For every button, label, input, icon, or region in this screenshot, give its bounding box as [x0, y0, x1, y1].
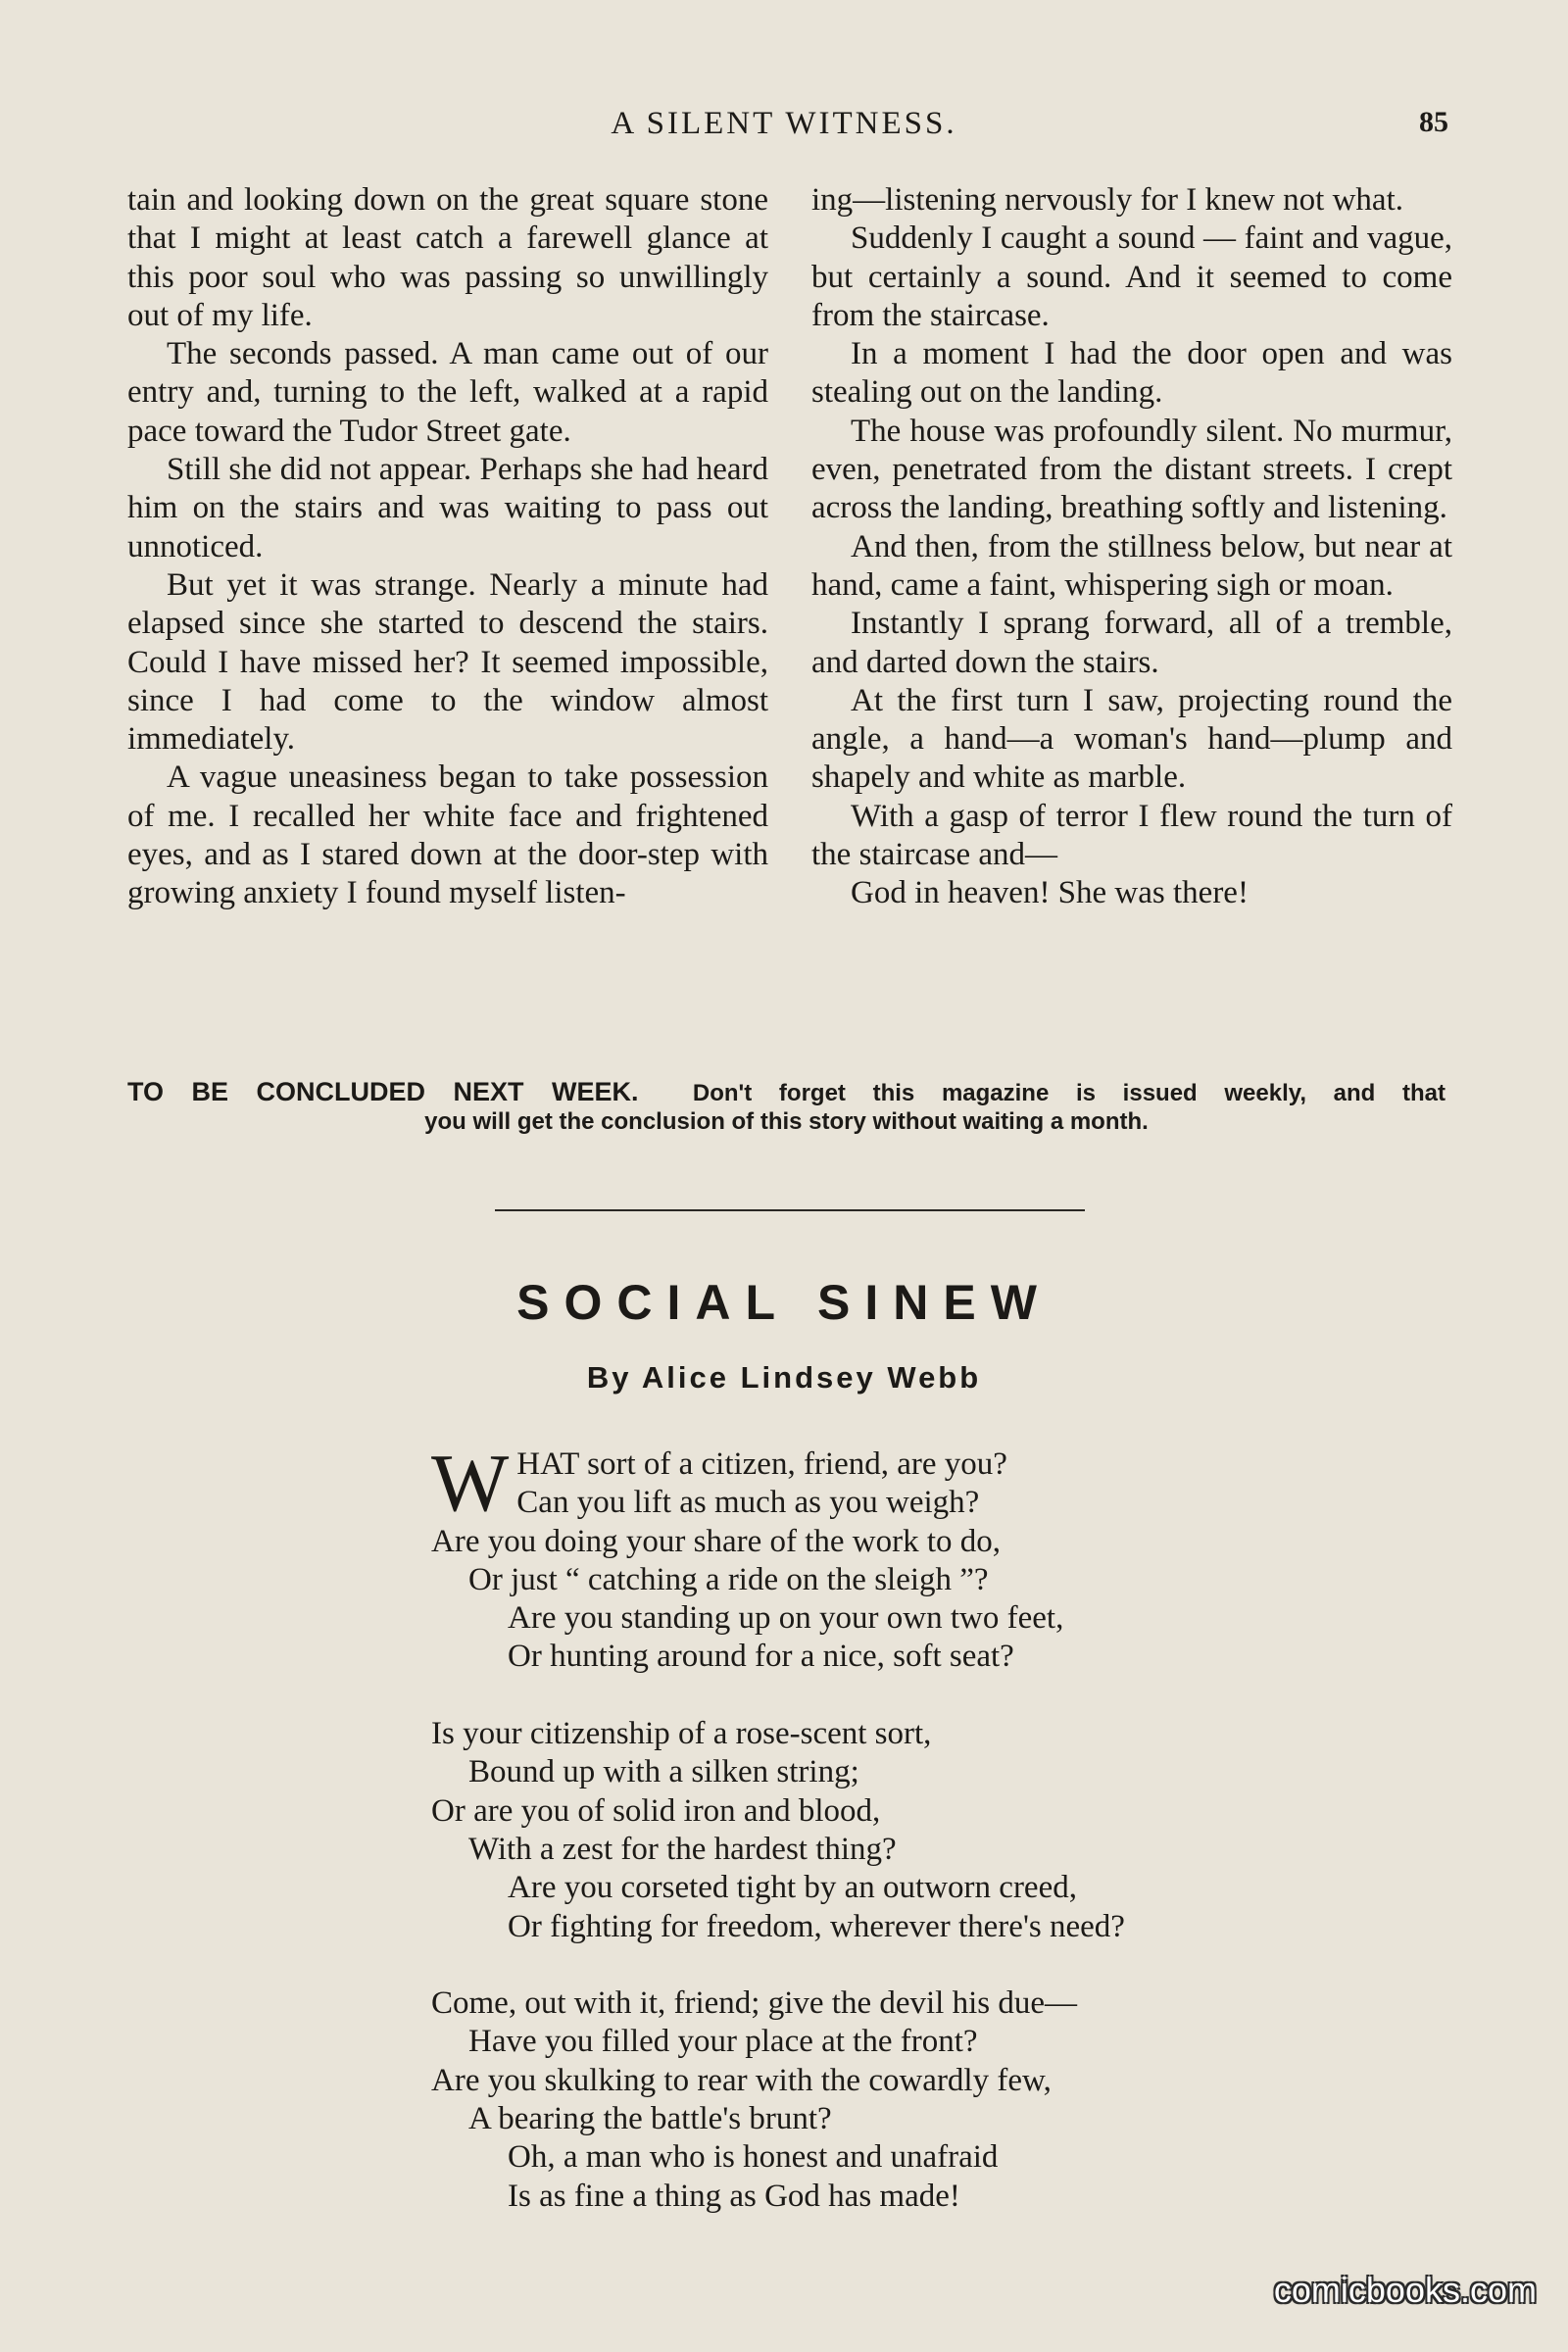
running-head [0, 106, 1568, 145]
poem-line: Or hunting around for a nice, soft seat? [508, 1639, 1014, 1675]
poem-line: Is as fine a thing as God has made! [508, 2178, 960, 2214]
story-right-column [811, 181, 1452, 913]
poem-line: Are you standing up on your own two feet, [508, 1600, 1064, 1637]
story-paragraph: tain and looking down on the great square stone that I might at least catch a farewell glance at this poor soul who was passing so unwillingly out of my life. [127, 182, 768, 333]
story-paragraph: A vague uneasiness began to take possession of me. I recalled her white face and frightened eyes, and as I stared down at the door-step with growing anxiety I found myself listen- [127, 760, 768, 911]
poem-line: Are you corseted tight by an outworn creed, [508, 1870, 1077, 1906]
poem-line: Oh, a man who is honest and unafraid [508, 2139, 999, 2176]
story-paragraph: The seconds passed. A man came out of our entry and, turning to the left, walked at a rapid pace toward the Tudor Street gate. [127, 336, 768, 449]
running-title: A SILENT WITNESS. [611, 106, 957, 141]
poem-line: Come, out with it, friend; give the devil his due— [431, 1985, 1077, 2022]
poem-title: SOCIAL SINEW [516, 1275, 1052, 1330]
poem-line: Is your citizenship of a rose-scent sort, [431, 1716, 932, 1752]
poem-line: Are you skulking to rear with the cowardly few, [431, 2062, 1052, 2098]
notice-lead: TO BE CONCLUDED NEXT WEEK. [127, 1077, 639, 1106]
section-divider [495, 1209, 1085, 1211]
notice-line-1 [127, 1078, 1446, 1107]
story-paragraph: Suddenly I caught a sound — faint and vague, but certainly a sound. And it seemed to come from the staircase. [811, 220, 1452, 333]
notice-text-2: you will get the conclusion of this story without waiting a month. [424, 1108, 1149, 1135]
poem-line: A bearing the battle's brunt? [468, 2101, 832, 2137]
poem-line-text: HAT sort of a citizen, friend, are you? [516, 1446, 1007, 1482]
poem-byline: By Alice Lindsey Webb [586, 1360, 982, 1395]
story-paragraph: ing—listening nervously for I knew not what. [811, 182, 1403, 218]
poem-stanza [431, 1438, 1313, 1677]
story-paragraph: In a moment I had the door open and was stealing out on the landing. [811, 336, 1452, 411]
poem-line: Or are you of solid iron and blood, [431, 1792, 881, 1829]
story-paragraph: God in heaven! She was there! [851, 875, 1249, 911]
poem-line: Are you doing your share of the work to do, [431, 1523, 1002, 1559]
poem-body [431, 1438, 1313, 2254]
poem-line: Bound up with a silken string; [468, 1754, 859, 1790]
poem-stanza [431, 1715, 1313, 1946]
story-paragraph: At the first turn I saw, projecting round the angle, a hand—a woman's hand—plump and shapely and white as marble. [811, 682, 1452, 796]
story-left-column [127, 181, 768, 913]
story-paragraph: But yet it was strange. Nearly a minute had elapsed since she started to descend the stairs. Could I have missed her? It seemed impossible, since I had come to the window almost immediately. [127, 566, 768, 758]
drop-cap: W [431, 1438, 510, 1529]
watermark: comicbooks.com [1273, 2270, 1537, 2310]
story-paragraph: With a gasp of terror I flew round the turn of the staircase and— [811, 798, 1452, 873]
story-paragraph: Instantly I sprang forward, all of a tremble, and darted down the stairs. [811, 606, 1452, 680]
story-paragraph: Still she did not appear. Perhaps she had heard him on the stairs and was waiting to pass out unnoticed. [127, 452, 768, 564]
story-paragraph: The house was profoundly silent. No murmur, even, penetrated from the distant streets. I crept across the landing, breathing softly and listening. [811, 413, 1452, 526]
continuation-notice [127, 1078, 1446, 1136]
poem-line: Have you filled your place at the front? [468, 2024, 978, 2060]
poem-stanza [431, 1984, 1313, 2216]
page-number: 85 [1419, 106, 1448, 138]
poem-line: Or just “ catching a ride on the sleigh ”? [468, 1561, 989, 1597]
poem-line: With a zest for the hardest thing? [468, 1831, 897, 1867]
story-paragraph: And then, from the stillness below, but near at hand, came a faint, whispering sigh or moan. [811, 528, 1452, 603]
poem-line: Can you lift as much as you weigh? [516, 1485, 980, 1521]
poem-line: Or fighting for freedom, wherever there's need? [508, 1908, 1125, 1944]
notice-text-1: Don't forget this magazine is issued weekly, and that [692, 1080, 1446, 1106]
